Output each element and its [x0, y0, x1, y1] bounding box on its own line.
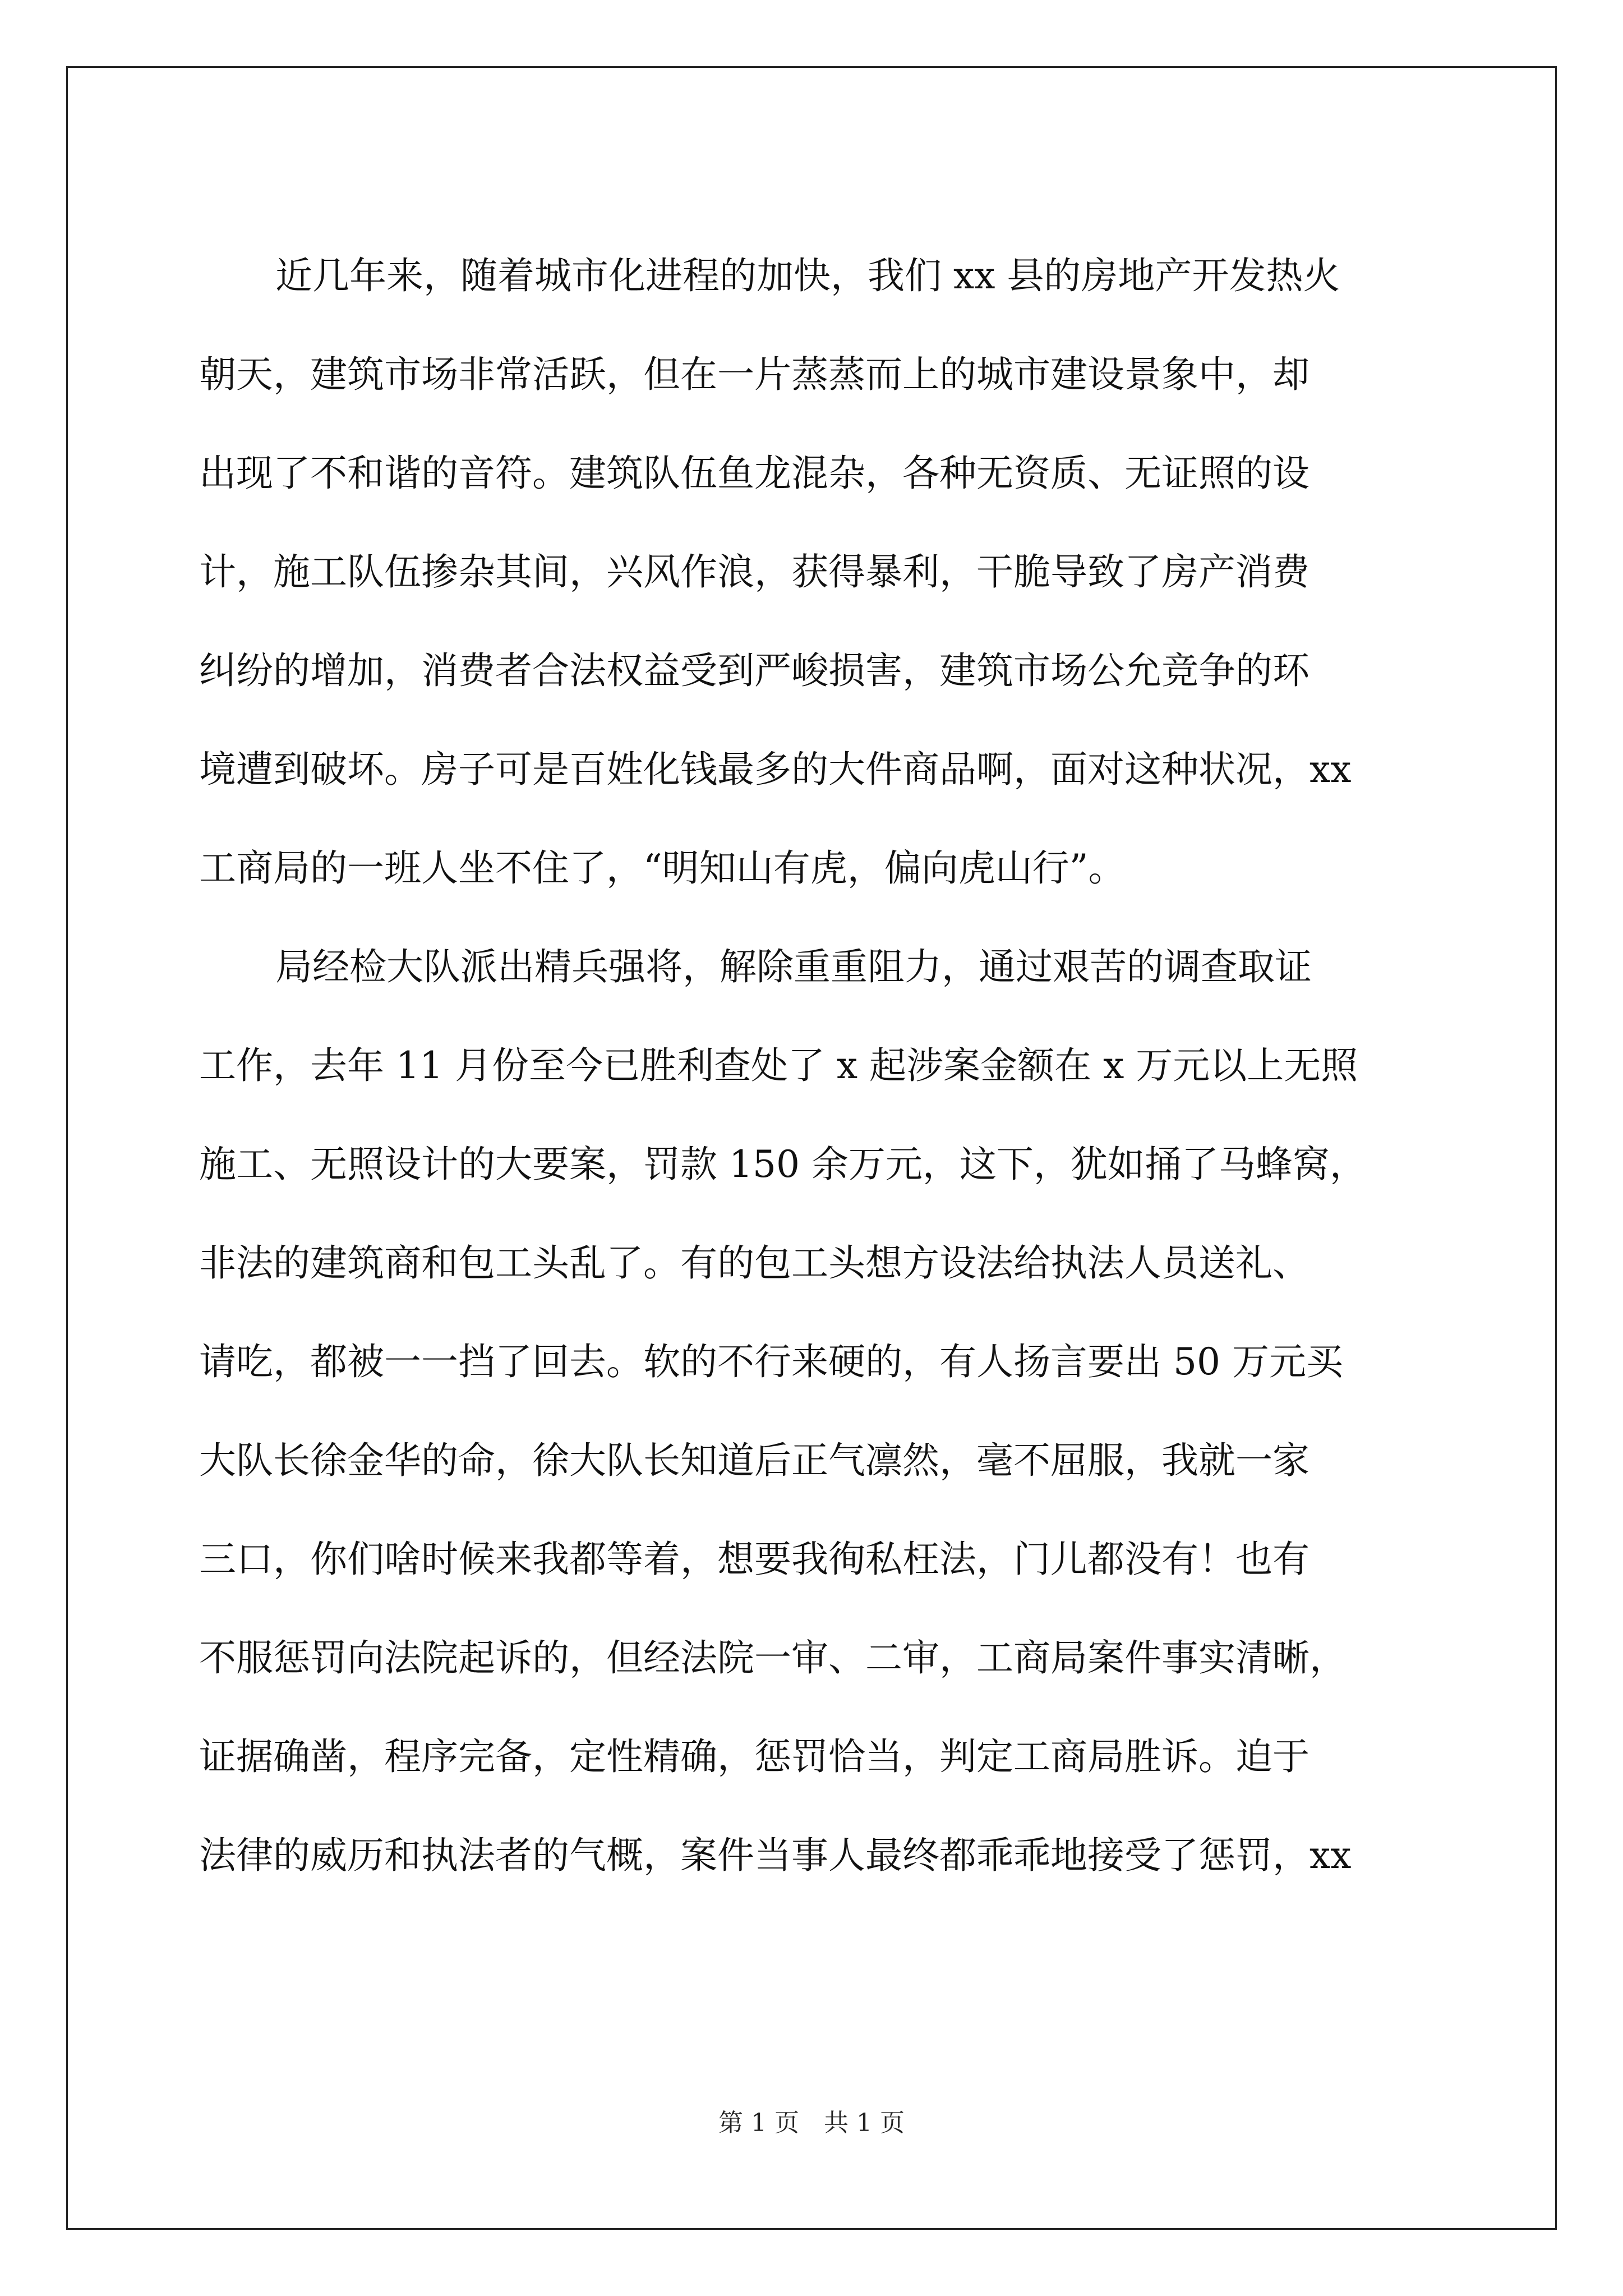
text-line: 施工、无照设计的大要案，罚款 150 余万元，这下，犹如捅了马蜂窝， [199, 1143, 1367, 1186]
text-line: 出现了不和谐的音符。建筑队伍鱼龙混杂，各种无资质、无证照的设 [199, 452, 1310, 495]
text-line: 不服惩罚向法院起诉的，但经法院一审、二审，工商局案件事实清晰， [199, 1636, 1347, 1680]
text-line: 大队长徐金华的命，徐大队长知道后正气凛然，毫不屈服，我就一家 [199, 1439, 1310, 1482]
text-line: 境遭到破坏。房子可是百姓化钱最多的大件商品啊，面对这种状况，xx [199, 748, 1352, 791]
text-line: 纠纷的增加，消费者合法权益受到严峻损害，建筑市场公允竞争的环 [199, 649, 1310, 692]
text-line: 请吃，都被一一挡了回去。软的不行来硬的，有人扬言要出 50 万元买 [199, 1340, 1343, 1383]
text-line: 近几年来，随着城市化进程的加快，我们 xx 县的房地产开发热火 [275, 254, 1340, 297]
text-line: 非法的建筑商和包工头乱了。有的包工头想方设法给执法人员送礼、 [199, 1241, 1310, 1285]
text-line: 局经检大队派出精兵强将，解除重重阻力，通过艰苦的调查取证 [275, 945, 1312, 988]
text-line: 工商局的一班人坐不住了，“明知山有虎，偏向虎山行”。 [199, 846, 1126, 890]
text-line: 证据确凿，程序完备，定性精确，惩罚恰当，判定工商局胜诉。迫于 [199, 1735, 1310, 1778]
text-line: 法律的威历和执法者的气概，案件当事人最终都乖乖地接受了惩罚，xx [199, 1834, 1352, 1877]
text-line: 三口，你们啥时候来我都等着，想要我徇私枉法，门儿都没有！也有 [199, 1538, 1310, 1581]
text-line: 朝天，建筑市场非常活跃，但在一片蒸蒸而上的城市建设景象中，却 [199, 353, 1310, 396]
paragraph-2 [199, 918, 1433, 1905]
page-footer: 第 1 页 共 1 页 [718, 2109, 905, 2137]
text-line: 工作，去年 11 月份至今已胜利查处了 x 起涉案金额在 x 万元以上无照 [199, 1044, 1358, 1087]
paragraph-1 [199, 227, 1433, 918]
text-line: 计，施工队伍掺杂其间，兴风作浪，获得暴利，干脆导致了房产消费 [199, 550, 1310, 593]
document-body [199, 227, 1433, 1905]
